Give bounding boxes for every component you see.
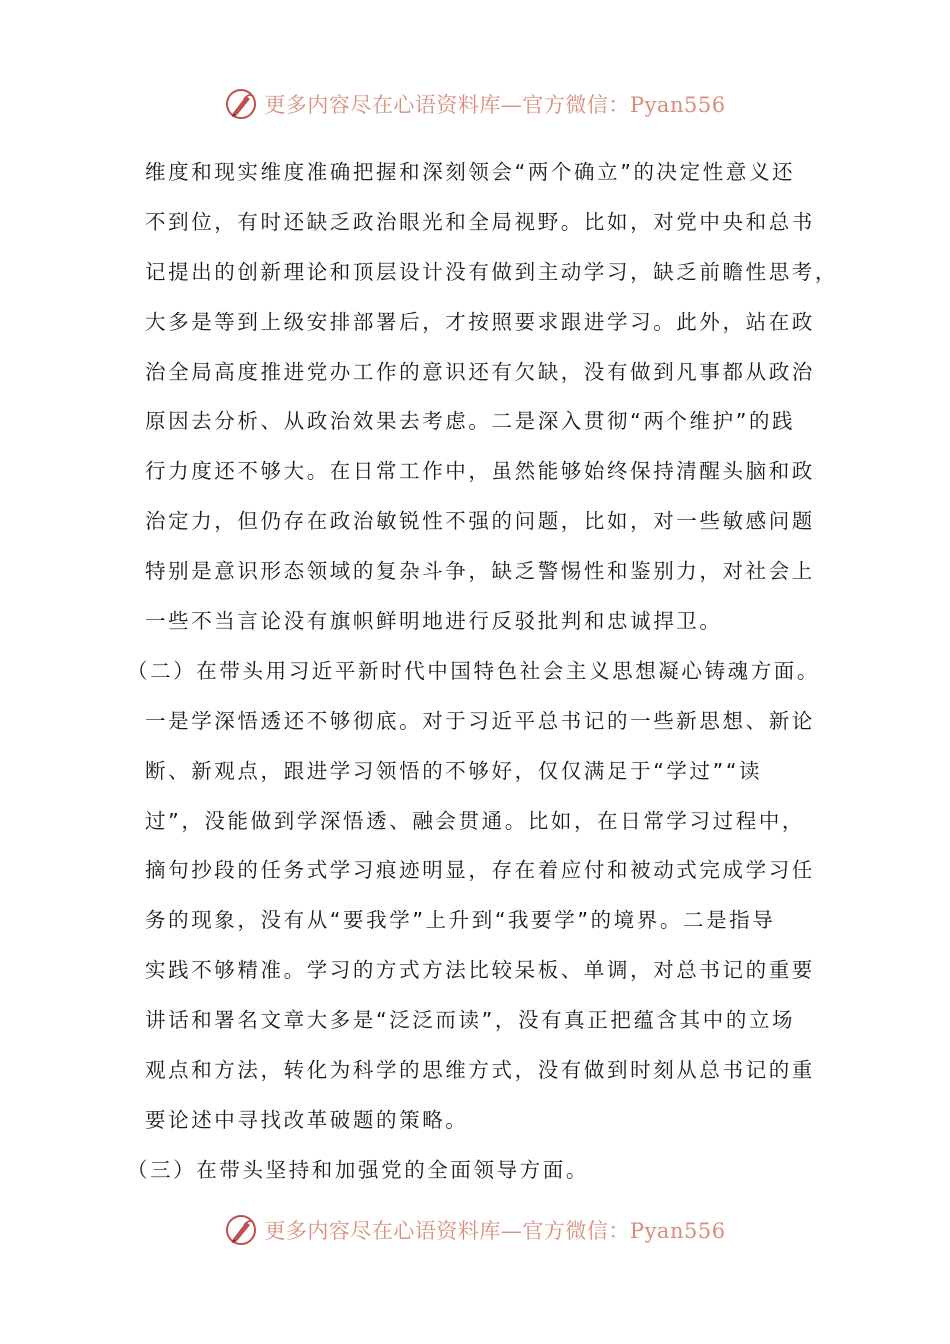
text-line: 务的现象，没有从“要我学”上升到“我要学”的境界。二是指导 — [145, 908, 776, 933]
text-line: 摘句抄段的任务式学习痕迹明显，存在着应付和被动式完成学习任 — [145, 858, 815, 883]
text-line: 实践不够精准。学习的方式方法比较呆板、单调，对总书记的重要 — [145, 958, 815, 983]
text-line: 大多是等到上级安排部署后，才按照要求跟进学习。此外，站在政 — [145, 309, 815, 334]
section-heading-3: （三）在带头坚持和加强党的全面领导方面。 — [127, 1157, 589, 1182]
text-line: 过”，没能做到学深悟透、融会贯通。比如，在日常学习过程中， — [145, 808, 806, 833]
text-line: 断、新观点，跟进学习领悟的不够好，仅仅满足于“学过”“读 — [145, 758, 763, 783]
header-watermark-banner — [0, 82, 950, 126]
text-line: 行力度还不够大。在日常工作中，虽然能够始终保持清醒头脑和政 — [145, 459, 815, 484]
banner-text: 更多内容尽在心语资料库—官方微信：Pyan556 — [264, 1219, 726, 1243]
text-line: 特别是意识形态领域的复杂斗争，缺乏警惕性和鉴别力，对社会上 — [145, 559, 815, 584]
text-line: 治全局高度推进党办工作的意识还有欠缺，没有做到凡事都从政治 — [145, 359, 815, 384]
text-line: 一些不当言论没有旗帜鲜明地进行反驳批判和忠诚捍卫。 — [145, 609, 723, 634]
text-line: 原因去分析、从政治效果去考虑。二是深入贯彻“两个维护”的践 — [145, 409, 796, 434]
text-line: 讲话和署名文章大多是“泛泛而读”，没有真正把蕴含其中的立场 — [145, 1008, 796, 1033]
banner-text: 更多内容尽在心语资料库—官方微信：Pyan556 — [264, 93, 726, 117]
pen-nib-logo-icon — [224, 87, 258, 121]
text-line: 观点和方法，转化为科学的思维方式，没有做到时刻从总书记的重 — [145, 1058, 815, 1083]
section-heading-2: （二）在带头用习近平新时代中国特色社会主义思想凝心铸魂方面。 — [127, 658, 820, 683]
text-line: 不到位，有时还缺乏政治眼光和全局视野。比如，对党中央和总书 — [145, 209, 815, 234]
pen-nib-logo-icon — [224, 1213, 258, 1247]
text-line: 一是学深悟透还不够彻底。对于习近平总书记的一些新思想、新论 — [145, 708, 815, 733]
document-body — [127, 148, 838, 1196]
text-line: 维度和现实维度准确把握和深刻领会“两个确立”的决定性意义还 — [145, 160, 796, 184]
text-line: 要论述中寻找改革破题的策略。 — [145, 1107, 469, 1132]
text-line: 记提出的创新理论和顶层设计没有做到主动学习，缺乏前瞻性思考， — [145, 259, 838, 284]
footer-watermark-banner — [0, 1208, 950, 1252]
text-line: 治定力，但仍存在政治敏锐性不强的问题，比如，对一些敏感问题 — [145, 509, 815, 534]
